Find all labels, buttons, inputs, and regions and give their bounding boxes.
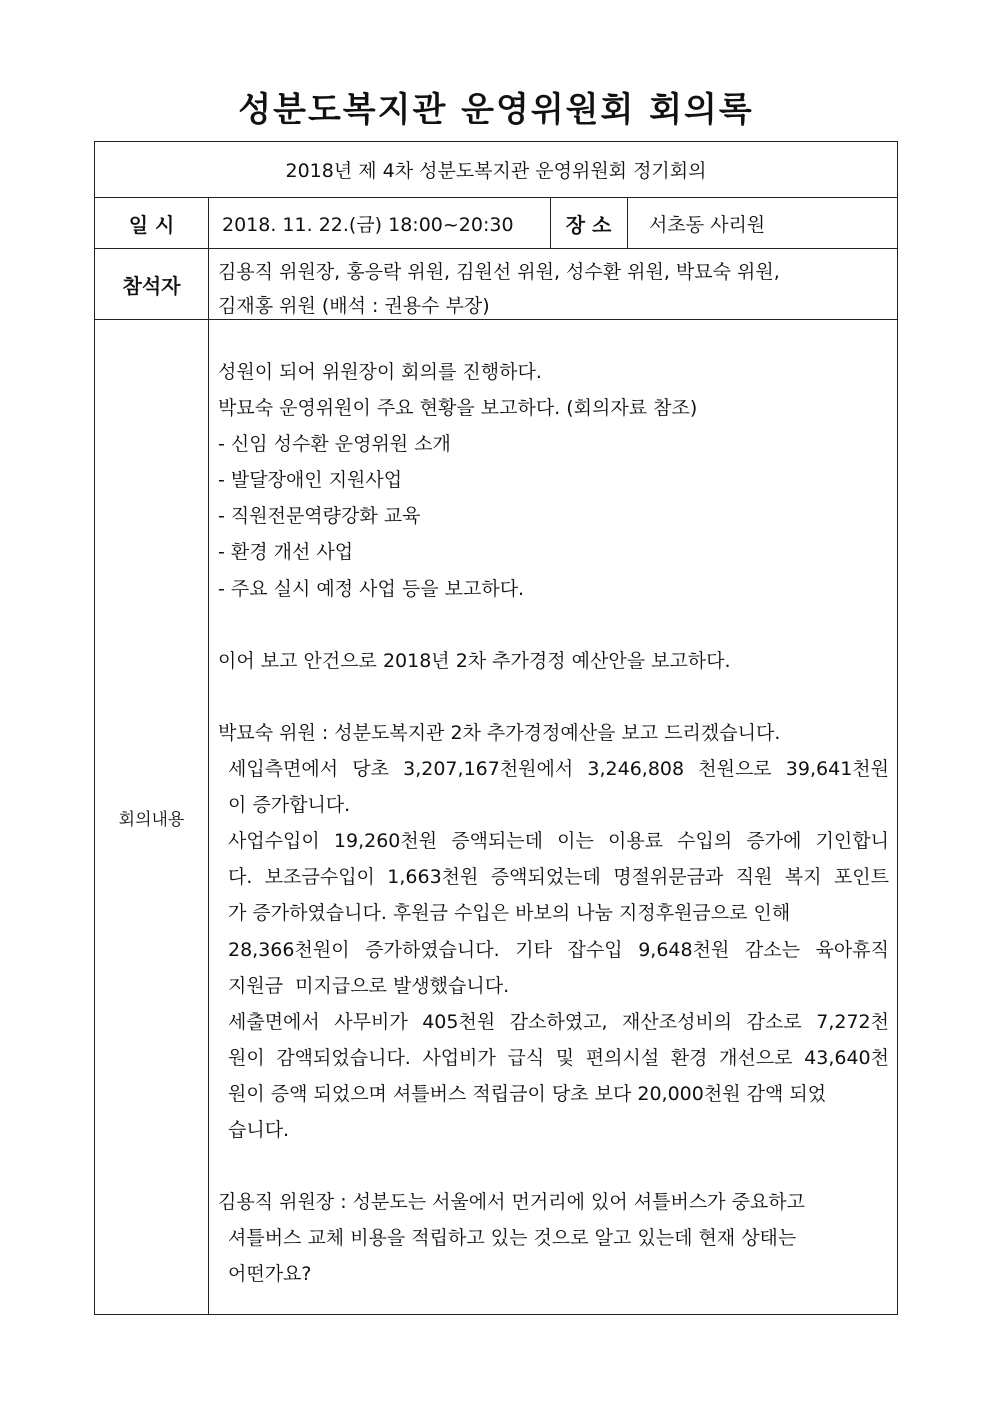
meeting-title: 2018년 제 4차 성분도복지관 운영위원회 정기회의: [285, 160, 707, 182]
content-line: 지원금 미지급으로 발생했습니다.: [228, 974, 510, 997]
content-line: 박묘숙 운영위원이 주요 현황을 보고하다. (회의자료 참조): [218, 397, 698, 420]
content-row: [95, 320, 897, 1314]
attendees-label: 참석자: [122, 273, 181, 298]
content-line: 습니다.: [228, 1118, 290, 1141]
document-title: 성분도복지관 운영위원회 회의록: [238, 90, 754, 130]
content-label: 회의내용: [118, 809, 185, 830]
content-line: 다. 보조금수입이 1,663천원 증액되었는데 명절위문금과 직원 복지 포인트: [228, 866, 889, 889]
content-line: 원이 증액 되었으며 셔틀버스 적립금이 당초 보다 20,000천원 감액 되었: [228, 1082, 827, 1105]
content-line: 28,366천원이 증가하였습니다. 기타 잡수입 9,648천원 감소는 육아휴직: [228, 938, 889, 961]
date-place-row: [95, 198, 897, 249]
content-line: - 주요 실시 예정 사업 등을 보고하다.: [218, 577, 525, 600]
place-value: 서초동 사리원: [649, 213, 766, 236]
content-line: 사업수입이 19,260천원 증액되는데 이는 이용료 수입의 증가에 기인합니: [228, 830, 889, 853]
minutes-table: [94, 141, 898, 1315]
content-line: 어떤가요?: [228, 1263, 312, 1286]
content-line: 원이 감액되었습니다. 사업비가 급식 및 편의시설 환경 개선으로 43,640천: [228, 1046, 889, 1069]
attendees-line-2: 김재홍 위원 (배석 : 권용수 부장): [218, 295, 490, 317]
attendees-value: [208, 249, 897, 319]
content-blank-line: [218, 1148, 889, 1184]
content-blank-line: [218, 679, 889, 715]
attendees-line-1: 김용직 위원장, 홍응락 위원, 김원선 위원, 성수환 위원, 박묘숙 위원,: [218, 261, 780, 283]
date-value: 2018. 11. 22.(금) 18:00~20:30: [222, 213, 514, 236]
attendees-row: [95, 249, 897, 320]
meeting-content: [218, 354, 889, 1292]
content-line: - 발달장애인 지원사업: [218, 469, 403, 492]
content-line: 세입측면에서 당초 3,207,167천원에서 3,246,808 천원으로 39,641천원: [228, 758, 889, 781]
meeting-title-row: [95, 142, 897, 198]
content-line: 이 증가합니다.: [228, 794, 351, 817]
content-line: 세출면에서 사무비가 405천원 감소하였고, 재산조성비의 감소로 7,272천: [228, 1010, 889, 1033]
content-line: - 신임 성수환 운영위원 소개: [218, 433, 451, 456]
content-line: 이어 보고 안건으로 2018년 2차 추가경정 예산안을 보고하다.: [218, 649, 731, 672]
content-blank-line: [218, 607, 889, 643]
content-line: 성원이 되어 위원장이 회의를 진행하다.: [218, 361, 542, 383]
place-label: 장 소: [565, 212, 612, 237]
content-line: 김용직 위원장 : 성분도는 서울에서 먼거리에 있어 셔틀버스가 중요하고: [218, 1191, 805, 1214]
content-line: 박묘숙 위원 : 성분도복지관 2차 추가경정예산을 보고 드리겠습니다.: [218, 721, 781, 744]
content-line: 가 증가하였습니다. 후원금 수입은 바보의 나눔 지정후원금으로 인해: [228, 902, 791, 925]
content-line: 셔틀버스 교체 비용을 적립하고 있는 것으로 알고 있는데 현재 상태는: [228, 1227, 797, 1250]
content-line: - 직원전문역량강화 교육: [218, 505, 421, 528]
content-line: - 환경 개선 사업: [218, 541, 354, 564]
date-label: 일 시: [128, 212, 175, 237]
